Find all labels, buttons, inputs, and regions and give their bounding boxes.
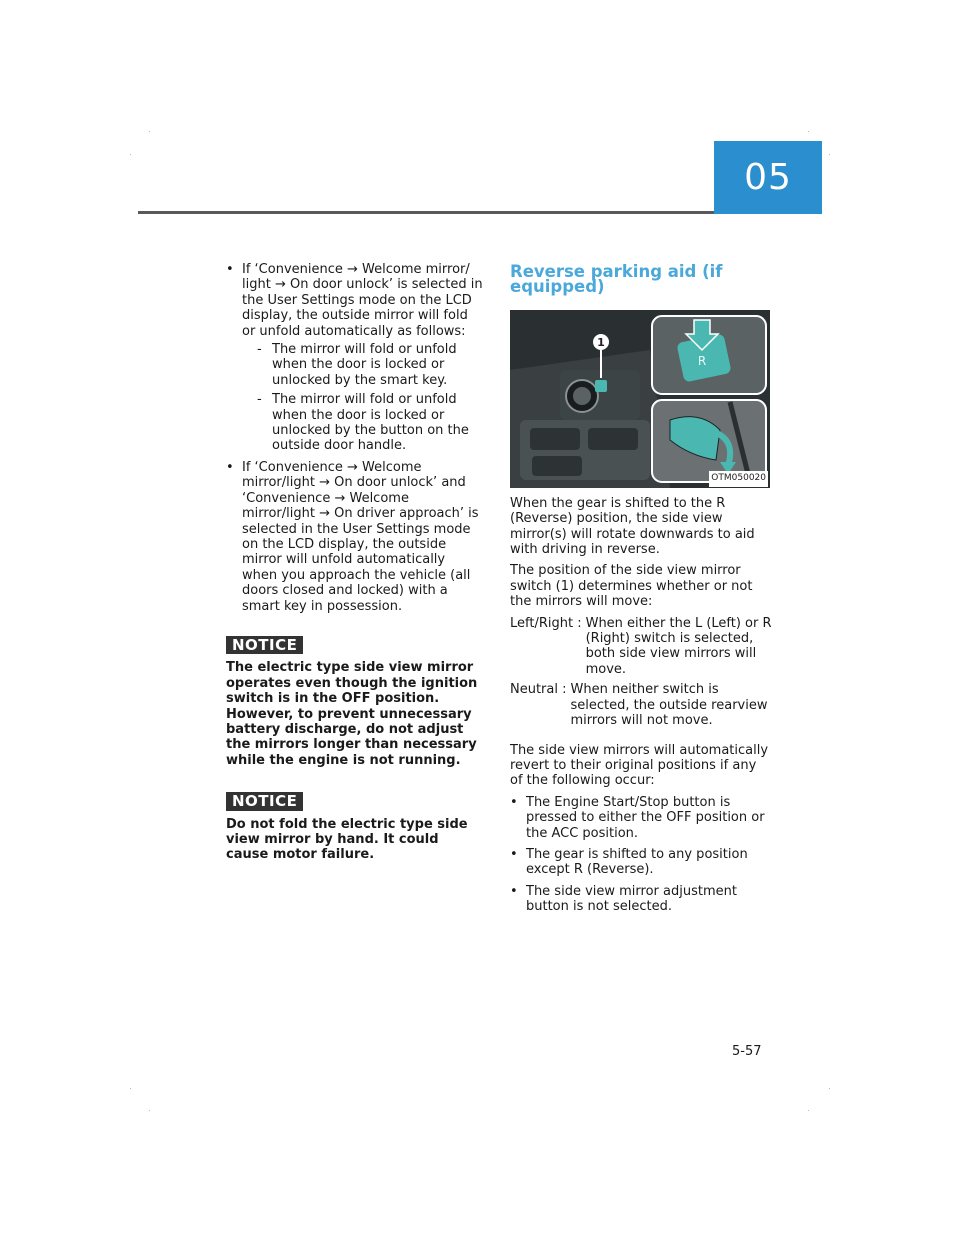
bullet-text: If ‘Convenience → Welcome mirror/ light → On door unlock’ is selected in the User Settings mode on the LCD display, the outside mirror will fold or unfold automatically as follows:: [242, 262, 483, 339]
definition-term: Left/Right :: [510, 615, 582, 631]
paragraph: The position of the side view mirror switch (1) determines whether or not the mirrors will move:: [510, 563, 753, 610]
notice-label: NOTICE: [226, 636, 303, 654]
notice-text: The electric type side view mirror operates even though the ignition switch is in the OFF position. However, to prevent unnecessary battery discharge, do not adjust the mirrors longer than necessary while the engine is not running.: [226, 660, 478, 768]
paragraph: The side view mirrors will automatically revert to their original positions if any of the following occur:: [510, 742, 769, 789]
definition-row: [510, 682, 772, 728]
list-item: [226, 262, 484, 454]
section-title: Reverse parking aid (if equipped): [510, 262, 723, 297]
notice-text: Do not fold the electric type side view mirror by hand. It could cause motor failure.: [226, 816, 468, 863]
crop-mark: [149, 131, 150, 132]
crop-mark: [808, 1110, 809, 1111]
mirror-switch-figure: [510, 310, 770, 488]
list-item: • The Engine Start/Stop button is pressed to either the OFF position or the ACC position.: [510, 795, 772, 841]
page-number: 5-57: [732, 1044, 762, 1059]
notice-label: NOTICE: [226, 792, 303, 810]
crop-mark: [808, 131, 809, 132]
right-column: [510, 262, 772, 921]
chapter-tab: 05: [714, 141, 822, 214]
list-item: • The side view mirror adjustment button is not selected.: [510, 884, 772, 915]
figure-callout: 1: [597, 335, 605, 349]
sub-list-item: - The mirror will fold or unfold when the door is locked or unlocked by the smart key.: [242, 342, 484, 388]
left-column: [226, 262, 484, 873]
crop-mark: [829, 1088, 830, 1089]
definition-term: Neutral :: [510, 682, 567, 698]
sub-list-item: - The mirror will fold or unfold when the door is locked or unlocked by the button on the outside door handle.: [242, 392, 484, 454]
figure-code: OTM050020: [709, 471, 768, 486]
definition-desc: When either the L (Left) or R (Right) switch is selected, both side view mirrors will move.: [585, 615, 772, 677]
figure-r-button: R: [697, 353, 707, 368]
list-item: • The gear is shifted to any position except R (Reverse).: [510, 847, 772, 878]
list-item: [226, 460, 484, 614]
definition-row: [510, 616, 772, 678]
bullet-text: If ‘Convenience → Welcome mirror/light → On door unlock’ and ‘Convenience → Welcome mirror/light → On driver approach’ is selected in the User Settings mode on the LCD display, the outside mirror will unfold automatically when you approach the vehicle (all doors closed and locked) with a smart key in possession.: [242, 459, 479, 614]
figure-illustration: [510, 310, 770, 488]
paragraph: When the gear is shifted to the R (Reverse) position, the side view mirror(s) will rotate downwards to aid with driving in reverse.: [510, 495, 755, 558]
crop-mark: [130, 1088, 131, 1089]
crop-mark: [829, 154, 830, 155]
crop-mark: [130, 154, 131, 155]
header-rule: [138, 211, 714, 214]
definition-desc: When neither switch is selected, the outside rearview mirrors will not move.: [570, 682, 768, 729]
crop-mark: [149, 1110, 150, 1111]
